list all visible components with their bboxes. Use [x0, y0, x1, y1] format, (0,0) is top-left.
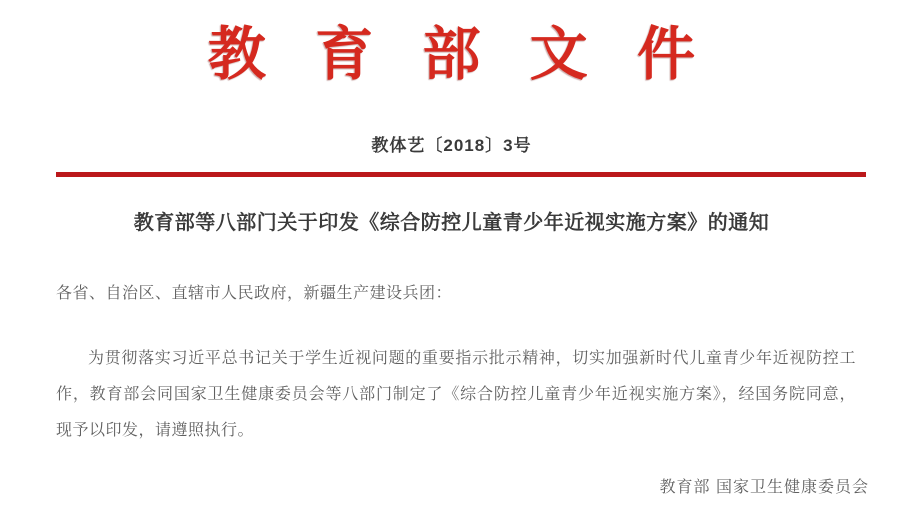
doc-number: 教体艺〔2018〕3号: [371, 136, 532, 155]
salutation-line: 各省、自治区、直辖市人民政府，新疆生产建设兵团：: [56, 285, 453, 302]
notice-title: 教育部等八部门关于印发《综合防控儿童青少年近视实施方案》的通知: [133, 212, 770, 234]
red-divider-rule: [56, 172, 866, 177]
issuing-agency-signature: 教育部 国家卫生健康委员会: [659, 479, 869, 496]
letterhead-title: [0, 22, 903, 89]
letterhead-text: 教育部文件: [207, 22, 745, 87]
body-paragraph: 为贯彻落实习近平总书记关于学生近视问题的重要指示批示精神，切实加强新时代儿童青少年近视防控工作，教育部会同国家卫生健康委员会等八部门制定了《综合防控儿童青少年近视实施方案》，经国务院同意，现予以印发，请遵照执行。: [56, 350, 856, 439]
